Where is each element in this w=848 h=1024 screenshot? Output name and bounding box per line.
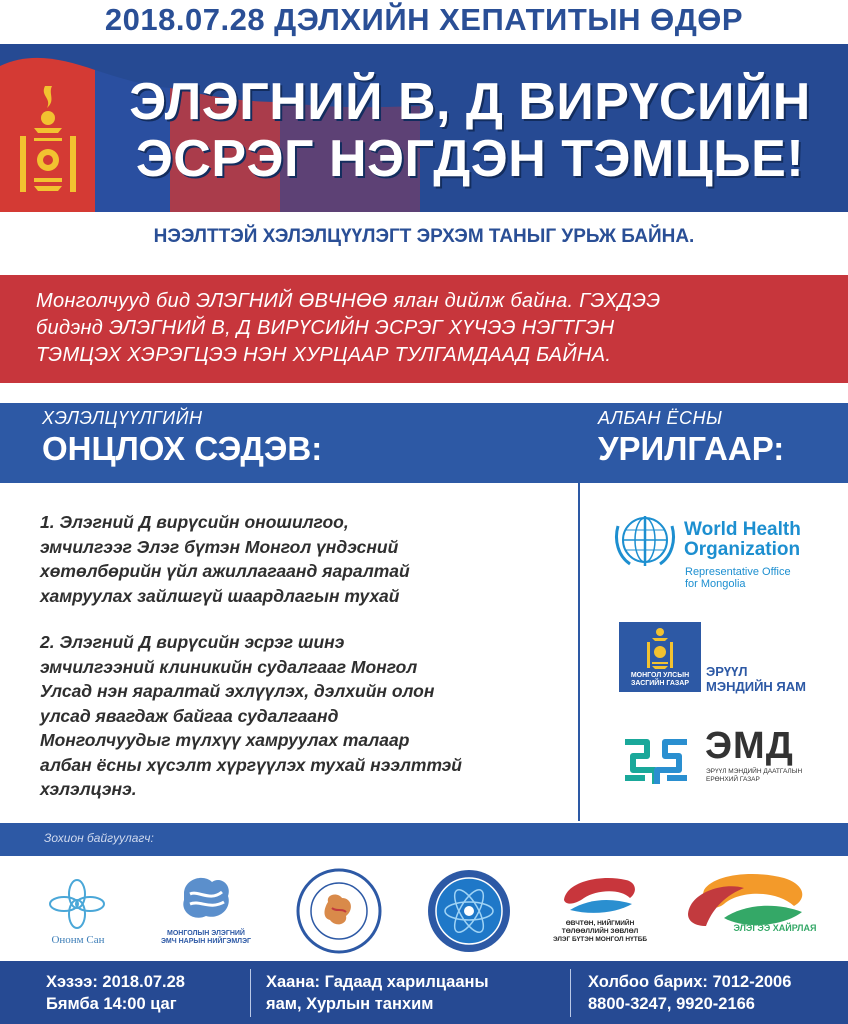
hero-title	[100, 74, 840, 188]
emd-knot-icon	[615, 730, 697, 790]
topic-line: улсад явагдаж байгаа судалгаанд	[40, 705, 339, 726]
footer-where	[266, 971, 489, 1015]
topic-line: 2. Элэгний Д вирүсийн эсрэг шинэ	[40, 632, 345, 652]
footer-divider	[250, 969, 251, 1017]
emd-abbreviation: ЭМД	[705, 725, 794, 767]
who-office	[685, 566, 791, 590]
invitation-subheading: АЛБАН ЁСНЫ	[598, 408, 723, 428]
council-line3: ЭЛЭГ БҮТЭН МОНГОЛ НҮТББ	[552, 936, 648, 943]
topic-line: Монголчуудыг түлхүү хамруулах талаар	[40, 730, 410, 750]
emd-line1: ЭРҮҮЛ МЭНДИЙН ДААТГАЛЫН	[706, 768, 803, 775]
patient-council-logo-icon	[560, 874, 640, 918]
footer-contact-line2: 8800-3247, 9920-2166	[588, 995, 755, 1013]
message-line1: Монголчууд бид ЭЛЭГНИЙ ӨВЧНӨӨ ялан дийлж байна. ГЭХДЭЭ	[36, 290, 661, 312]
government-caption	[619, 672, 701, 688]
hepatology-association-caption	[156, 930, 256, 946]
ministry-of-health-name	[706, 664, 806, 694]
footer-contact-line1: Холбоо барих: 7012-2006	[588, 973, 792, 991]
who-office-line1: Representative Office	[685, 566, 791, 578]
topic-item-2	[40, 630, 560, 802]
footer-divider	[570, 969, 571, 1017]
who-emblem-icon	[612, 512, 682, 568]
organizers-logos	[0, 856, 848, 961]
footer-contact	[588, 971, 791, 1015]
hero-title-line2: ЭСРЭГ НЭГДЭН ТЭМЦЬЕ!	[135, 130, 805, 188]
topics-subheading: ХЭЛЭЛЦҮҮЛГИЙН	[42, 408, 203, 428]
organizers-label: Зохион байгуулагч:	[44, 831, 154, 845]
emd-line2: ЕРӨНХИЙ ГАЗАР	[706, 776, 760, 783]
topic-item-1	[40, 510, 560, 608]
column-divider	[578, 483, 580, 821]
event-date-title: 2018.07.28 ДЭЛХИЙН ХЕПАТИТЫН ӨДӨР	[104, 2, 744, 37]
topic-line: эмчилгээний клиникийн судалгааг Монгол	[40, 656, 418, 677]
government-line2: ЗАСГИЙН ГАЗАР	[630, 680, 690, 687]
who-name-line1: World Health	[684, 519, 801, 540]
topics-heading: ОНЦЛОХ СЭДЭВ:	[42, 430, 323, 467]
government-line1: МОНГОЛ УЛСЫН	[630, 672, 690, 679]
council-line1: ӨВЧТӨН, НИЙГМИЙН	[565, 920, 635, 927]
footer-venue-line2: яам, Хурлын танхим	[266, 995, 434, 1013]
message-line3: ТЭМЦЭХ ХЭРЭГЦЭЭ НЭН ХУРЦААР ТУЛГАМДААД БАЙНА.	[36, 344, 612, 366]
footer-date: Хэзээ: 2018.07.28	[46, 973, 185, 991]
topic-line: эмчилгээг Элэг бүтэн Монгол үндэсний	[40, 536, 399, 557]
ministry-line1: ЭРҮҮЛ	[706, 664, 748, 679]
gastroenterology-association-seal-icon	[296, 868, 382, 954]
message-text	[36, 288, 826, 369]
who-name-line2: Organization	[684, 539, 801, 560]
topic-line: 1. Элэгний Д вирүсийн оношилгоо,	[40, 512, 349, 532]
hepatology-line2: ЭМЧ НАРЫН НИЙГЭМЛЭГ	[160, 938, 252, 945]
hero-title-line1: ЭЛЭГНИЙ В, Д ВИРҮСИЙН	[129, 73, 811, 131]
soyombo-icon	[619, 622, 701, 672]
footer-when	[46, 971, 185, 1015]
topic-line: хөтөлбөрийн үйл ажиллагаанд яаралтай	[40, 561, 410, 581]
hepatology-association-logo-icon	[176, 872, 236, 924]
topic-line: Улсад нэн яаралтай эхлүүлэх, дэлхийн олон	[40, 681, 435, 701]
patient-council-caption	[548, 920, 652, 944]
footer-time: Бямба 14:00 цаг	[46, 995, 177, 1013]
topic-line: хэлэлцэнэ.	[40, 779, 137, 799]
message-line2: бидэнд ЭЛЭГНИЙ В, Д ВИРҮСИЙН ЭСРЭГ ХҮЧЭЭ НЭГТГЭН	[36, 317, 615, 339]
invitation-heading: УРИЛГААР:	[598, 430, 785, 467]
ministry-line2: МЭНДИЙН ЯАМ	[706, 679, 806, 694]
footer-venue-line1: Хаана: Гадаад харилцааны	[266, 973, 489, 991]
invitation-line: НЭЭЛТТЭЙ ХЭЛЭЛЦҮҮЛЭГТ ЭРХЭМ ТАНЫГ УРЬЖ БАЙНА.	[153, 226, 695, 247]
topic-line: хамруулах зайлшгүй шаардлагын тухай	[40, 585, 400, 606]
onom-san-caption: Ононм Сан	[51, 934, 105, 946]
emd-fullname	[706, 768, 802, 784]
who-name	[684, 520, 801, 560]
council-line2: ТӨЛӨӨЛЛИЙН ЗӨВЛӨЛ	[561, 928, 639, 935]
institute-seal-icon	[426, 868, 512, 954]
onom-san-logo-icon	[42, 876, 112, 932]
who-office-line2: for Mongolia	[685, 578, 746, 590]
hepatology-line1: МОНГОЛЫН ЭЛЭГНИЙ	[167, 930, 245, 937]
love-your-liver-caption: ЭЛЭГЭЭ ХАЙРЛАЯ	[733, 923, 817, 933]
topic-line: албан ёсны хүсэлт хүргүүлэх тухай нээлттэй	[40, 754, 462, 775]
